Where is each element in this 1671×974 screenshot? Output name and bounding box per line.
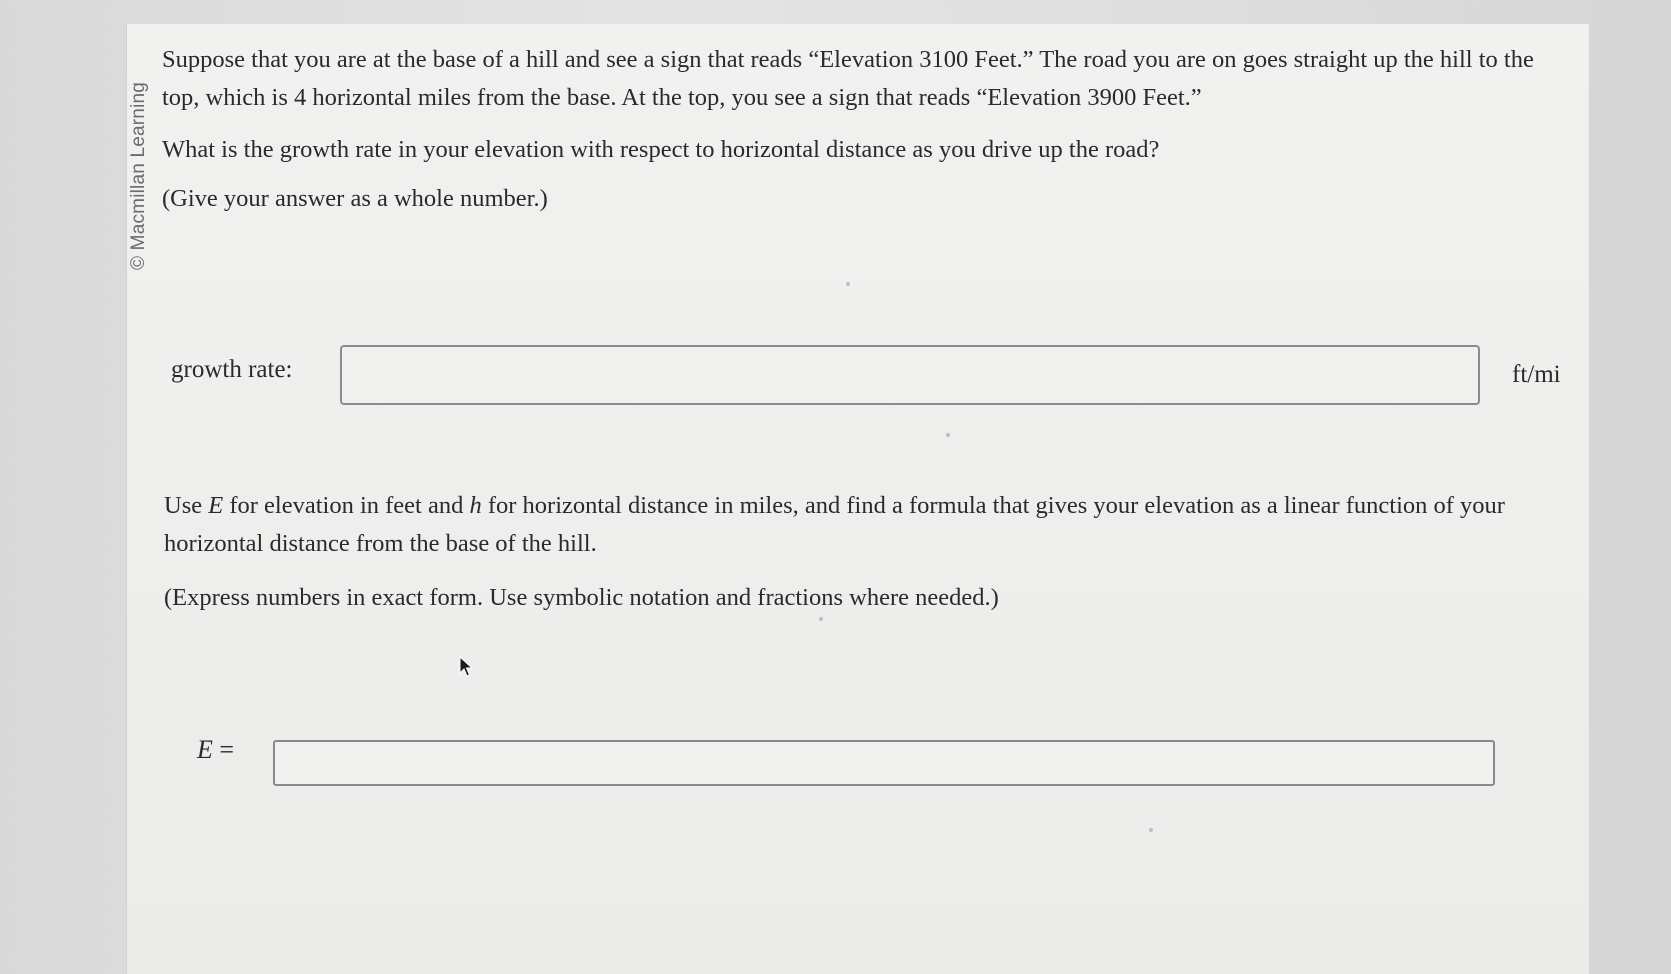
speck [946, 433, 950, 437]
speck [1149, 828, 1153, 832]
formula-instruction: Use E for elevation in feet and h for horizontal distance in miles, and find a formula that gives your elevation as a linear function of your horizontal distance from the base of the hill. [164, 492, 1505, 557]
formula-answer-input[interactable] [273, 740, 1495, 786]
formula-note: (Express numbers in exact form. Use symbolic notation and fractions where needed.) [164, 584, 999, 611]
variable-e: E [208, 492, 224, 519]
copyright-notice: © Macmillan Learning [128, 81, 149, 270]
speck [846, 282, 850, 286]
growth-rate-label: growth rate: [171, 356, 293, 383]
question-prompt: What is the growth rate in your elevation with respect to horizontal distance as you drive up the road? [162, 136, 1160, 163]
growth-rate-unit: ft/mi [1512, 361, 1561, 388]
mouse-pointer-icon [459, 656, 473, 678]
question-text: Suppose that you are at the base of a hill and see a sign that reads “Elevation 3100 Feet.” The road you are on goes straight up the hill to the top, which is 4 horizontal miles from the base. At the top, you see a sign that reads “Elevation 3900 Feet.” [162, 46, 1534, 111]
question-hint: (Give your answer as a whole number.) [162, 185, 548, 212]
variable-h: h [469, 492, 482, 519]
growth-rate-input[interactable] [340, 345, 1480, 405]
formula-answer-label: E = [197, 735, 235, 764]
speck [819, 617, 823, 621]
